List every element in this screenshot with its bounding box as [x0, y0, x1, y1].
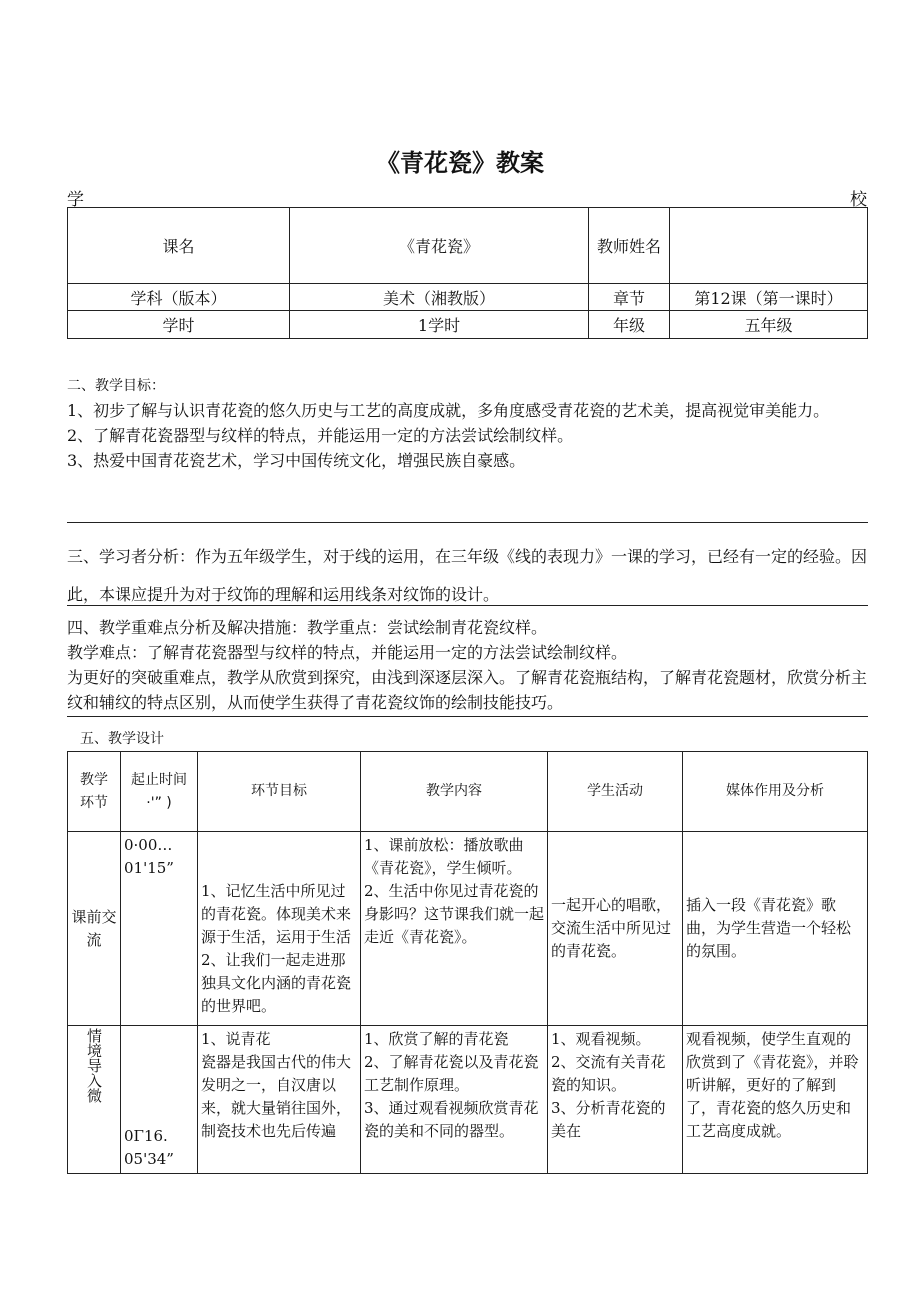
- course-label: 课名: [68, 208, 290, 284]
- grade-label: 年级: [589, 311, 670, 339]
- design-heading: 五、教学设计: [80, 731, 164, 747]
- table-row: [68, 832, 868, 1026]
- teacher-value: [670, 208, 868, 284]
- divider: [67, 605, 868, 606]
- header-time: 起止时间 ·'” ): [121, 752, 198, 832]
- hours-label: 学时: [68, 311, 290, 339]
- chapter-value: 第12课（第一课时）: [670, 284, 868, 311]
- header-goal: 环节目标: [198, 752, 361, 832]
- stage-cell: [68, 1026, 121, 1174]
- subject-value: 美术（湘教版）: [290, 284, 589, 311]
- divider: [67, 716, 868, 717]
- goals-heading: 二、教学目标：: [67, 378, 165, 394]
- chapter-label: 章节: [589, 284, 670, 311]
- goal-cell: 1、记忆生活中所见过的青花瓷。体现美术来源于生活，运用于生活 2、让我们一起走进那独具文化内涵的青花瓷的世界吧。: [198, 832, 361, 1026]
- header-media: 媒体作用及分析: [683, 752, 868, 832]
- media-cell: 观看视频，使学生直观的欣赏到了《青花瓷》，并聆听讲解，更好的了解到了，青花瓷的悠久历史和工艺高度成就。: [683, 1026, 868, 1174]
- divider: [67, 522, 868, 523]
- header-content: 教学内容: [361, 752, 548, 832]
- school-label-right: 校: [850, 190, 867, 210]
- subject-label: 学科（版本）: [68, 284, 290, 311]
- teacher-label: 教师姓名: [589, 208, 670, 284]
- keypoints-line: 四、教学重难点分析及解决措施：教学重点：尝试绘制青花瓷纹样。: [67, 618, 548, 637]
- goal-item: 1、初步了解与认识青花瓷的悠久历史与工艺的高度成就，多角度感受青花瓷的艺术美，提高视觉审美能力。: [67, 401, 830, 420]
- header-activity: 学生活动: [548, 752, 683, 832]
- content-cell: 1、欣赏了解的青花瓷 2、了解青花瓷以及青花瓷工艺制作原理。 3、通过观看视频欣赏青花瓷的美和不同的器型。: [361, 1026, 548, 1174]
- header-stage: 教学 环节: [68, 752, 121, 832]
- keypoints-section: [67, 615, 868, 715]
- keypoints-line: 教学难点：了解青花瓷器型与纹样的特点，并能运用一定的方法尝试绘制纹样。: [67, 643, 628, 662]
- keypoints-line: 为更好的突破重难点，教学从欣赏到探究，由浅到深逐层深入。了解青花瓷瓶结构，了解青花瓷题材，欣赏分析主纹和辅纹的特点区别，从而使学生获得了青花瓷纹饰的绘制技能技巧。: [67, 668, 868, 712]
- info-table: [67, 207, 868, 339]
- activity-cell: 一起开心的唱歌，交流生活中所见过的青花瓷。: [548, 832, 683, 1026]
- stage-text: 情境导入微: [85, 1028, 103, 1103]
- page-title: 《青花瓷》教案: [376, 149, 544, 177]
- hours-value: 1学时: [290, 311, 589, 339]
- table-row: [68, 1026, 868, 1174]
- goal-item: 3、热爱中国青花瓷艺术，学习中国传统文化，增强民族自豪感。: [67, 451, 526, 470]
- design-table: [67, 751, 868, 1174]
- media-cell: 插入一段《青花瓷》歌曲，为学生营造一个轻松的氛围。: [683, 832, 868, 1026]
- goals-list: [67, 398, 868, 473]
- stage-cell: 课前交流: [68, 832, 121, 1026]
- content-cell: 1、课前放松：播放歌曲《青花瓷》，学生倾听。 2、生活中你见过青花瓷的身影吗？这节课我们就一起走近《青花瓷》。: [361, 832, 548, 1026]
- time-cell: 0·00… 01'15”: [121, 832, 198, 1026]
- school-label-left: 学: [67, 190, 84, 210]
- time-cell: 0Γ16. 05'34”: [121, 1026, 198, 1174]
- activity-cell: 1、观看视频。 2、交流有关青花瓷的知识。 3、分析青花瓷的美在: [548, 1026, 683, 1174]
- goal-cell: 1、说青花 瓷器是我国古代的伟大发明之一，自汉唐以来，就大量销往国外，制瓷技术也先后传遍: [198, 1026, 361, 1174]
- course-value: 《青花瓷》: [290, 208, 589, 284]
- learner-analysis: 三、学习者分析：作为五年级学生，对于线的运用，在三年级《线的表现力》一课的学习，已经有一定的经验。因此，本课应提升为对于纹饰的理解和运用线条对纹饰的设计。: [67, 547, 868, 604]
- goal-item: 2、了解青花瓷器型与纹样的特点，并能运用一定的方法尝试绘制纹样。: [67, 426, 574, 445]
- grade-value: 五年级: [670, 311, 868, 339]
